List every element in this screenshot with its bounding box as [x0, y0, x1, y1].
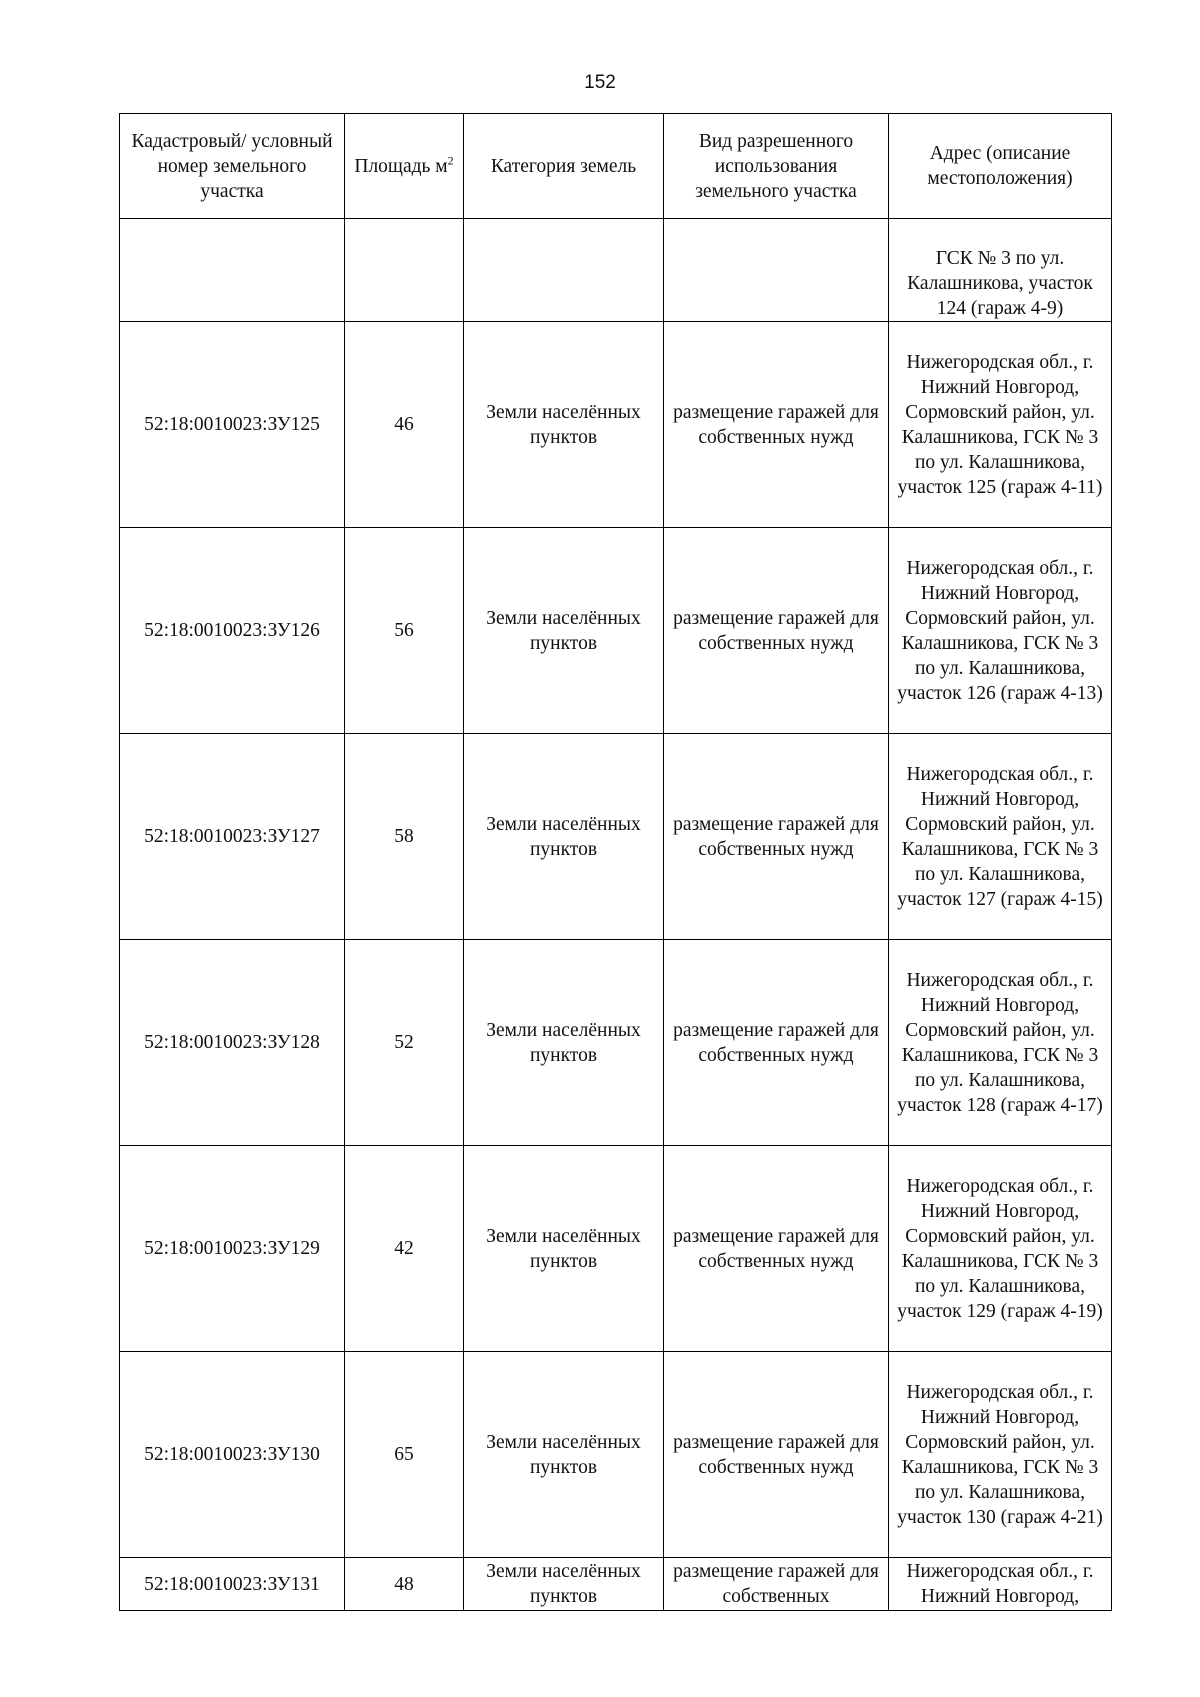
cell-category: Земли населённых пунктов	[464, 528, 664, 734]
cell-usage: размещение гаражей для собственных нужд	[664, 322, 889, 528]
cell-address: Нижегородская обл., г. Нижний Новгород, Сормовский район, ул. Калашникова, ГСК № 3 по ул. Калашникова, участок 129 (гараж 4-19)	[889, 1146, 1112, 1352]
cell-category: Земли населённых пунктов	[464, 1146, 664, 1352]
cell-area: 52	[345, 940, 464, 1146]
cell-category: Земли населённых пунктов	[464, 322, 664, 528]
cell-category: Земли населённых пунктов	[464, 940, 664, 1146]
cell-category	[464, 219, 664, 322]
cell-usage: размещение гаражей для собственных	[664, 1558, 889, 1611]
cell-category: Земли населённых пунктов	[464, 1352, 664, 1558]
cell-area: 65	[345, 1352, 464, 1558]
cell-cadastral: 52:18:0010023:ЗУ127	[120, 734, 345, 940]
cell-usage: размещение гаражей для собственных нужд	[664, 1146, 889, 1352]
header-area-label: Площадь м	[354, 155, 448, 177]
cell-area	[345, 219, 464, 322]
header-area	[345, 114, 464, 219]
cell-area: 56	[345, 528, 464, 734]
cell-usage: размещение гаражей для собственных нужд	[664, 528, 889, 734]
continuation-row	[120, 219, 1112, 322]
cell-address: Нижегородская обл., г. Нижний Новгород, Сормовский район, ул. Калашникова, ГСК № 3 по ул. Калашникова, участок 126 (гараж 4-13)	[889, 528, 1112, 734]
cell-usage	[664, 219, 889, 322]
cell-address: Нижегородская обл., г. Нижний Новгород, Сормовский район, ул. Калашникова, ГСК № 3 по ул. Калашникова, участок 130 (гараж 4-21)	[889, 1352, 1112, 1558]
cell-cadastral: 52:18:0010023:ЗУ130	[120, 1352, 345, 1558]
cell-address: Нижегородская обл., г. Нижний Новгород, Сормовский район, ул. Калашникова, ГСК № 3 по ул. Калашникова, участок 127 (гараж 4-15)	[889, 734, 1112, 940]
table-row	[120, 528, 1112, 734]
table-row	[120, 940, 1112, 1146]
cell-address: Нижегородская обл., г. Нижний Новгород, Сормовский район, ул. Калашникова, ГСК № 3 по ул. Калашникова, участок 125 (гараж 4-11)	[889, 322, 1112, 528]
page-number: 152	[584, 72, 616, 93]
cell-cadastral: 52:18:0010023:ЗУ126	[120, 528, 345, 734]
cell-usage: размещение гаражей для собственных нужд	[664, 940, 889, 1146]
cell-address: Нижегородская обл., г. Нижний Новгород,	[889, 1558, 1112, 1611]
cell-cadastral: 52:18:0010023:ЗУ129	[120, 1146, 345, 1352]
header-usage: Вид разрешенного использования земельного участка	[664, 114, 889, 219]
cell-usage: размещение гаражей для собственных нужд	[664, 734, 889, 940]
cell-cadastral	[120, 219, 345, 322]
header-cadastral: Кадастровый/ условный номер земельного участка	[120, 114, 345, 219]
table-header-row	[120, 114, 1112, 219]
cell-cadastral: 52:18:0010023:ЗУ131	[120, 1558, 345, 1611]
header-area-superscript: 2	[447, 153, 454, 167]
cell-cadastral: 52:18:0010023:ЗУ125	[120, 322, 345, 528]
land-plots-table	[119, 113, 1112, 1611]
cell-category: Земли населённых пунктов	[464, 734, 664, 940]
table-row	[120, 734, 1112, 940]
cell-category: Земли населённых пунктов	[464, 1558, 664, 1611]
table-row	[120, 1146, 1112, 1352]
cell-area: 46	[345, 322, 464, 528]
cell-area: 42	[345, 1146, 464, 1352]
table-row-partial	[120, 1558, 1112, 1611]
header-category: Категория земель	[464, 114, 664, 219]
header-address: Адрес (описание местоположения)	[889, 114, 1112, 219]
cell-address: ГСК № 3 по ул. Калашникова, участок 124 (гараж 4-9)	[889, 219, 1112, 322]
cell-cadastral: 52:18:0010023:ЗУ128	[120, 940, 345, 1146]
cell-usage: размещение гаражей для собственных нужд	[664, 1352, 889, 1558]
cell-address: Нижегородская обл., г. Нижний Новгород, Сормовский район, ул. Калашникова, ГСК № 3 по ул. Калашникова, участок 128 (гараж 4-17)	[889, 940, 1112, 1146]
cell-area: 58	[345, 734, 464, 940]
cell-area: 48	[345, 1558, 464, 1611]
table-row	[120, 1352, 1112, 1558]
table-row	[120, 322, 1112, 528]
